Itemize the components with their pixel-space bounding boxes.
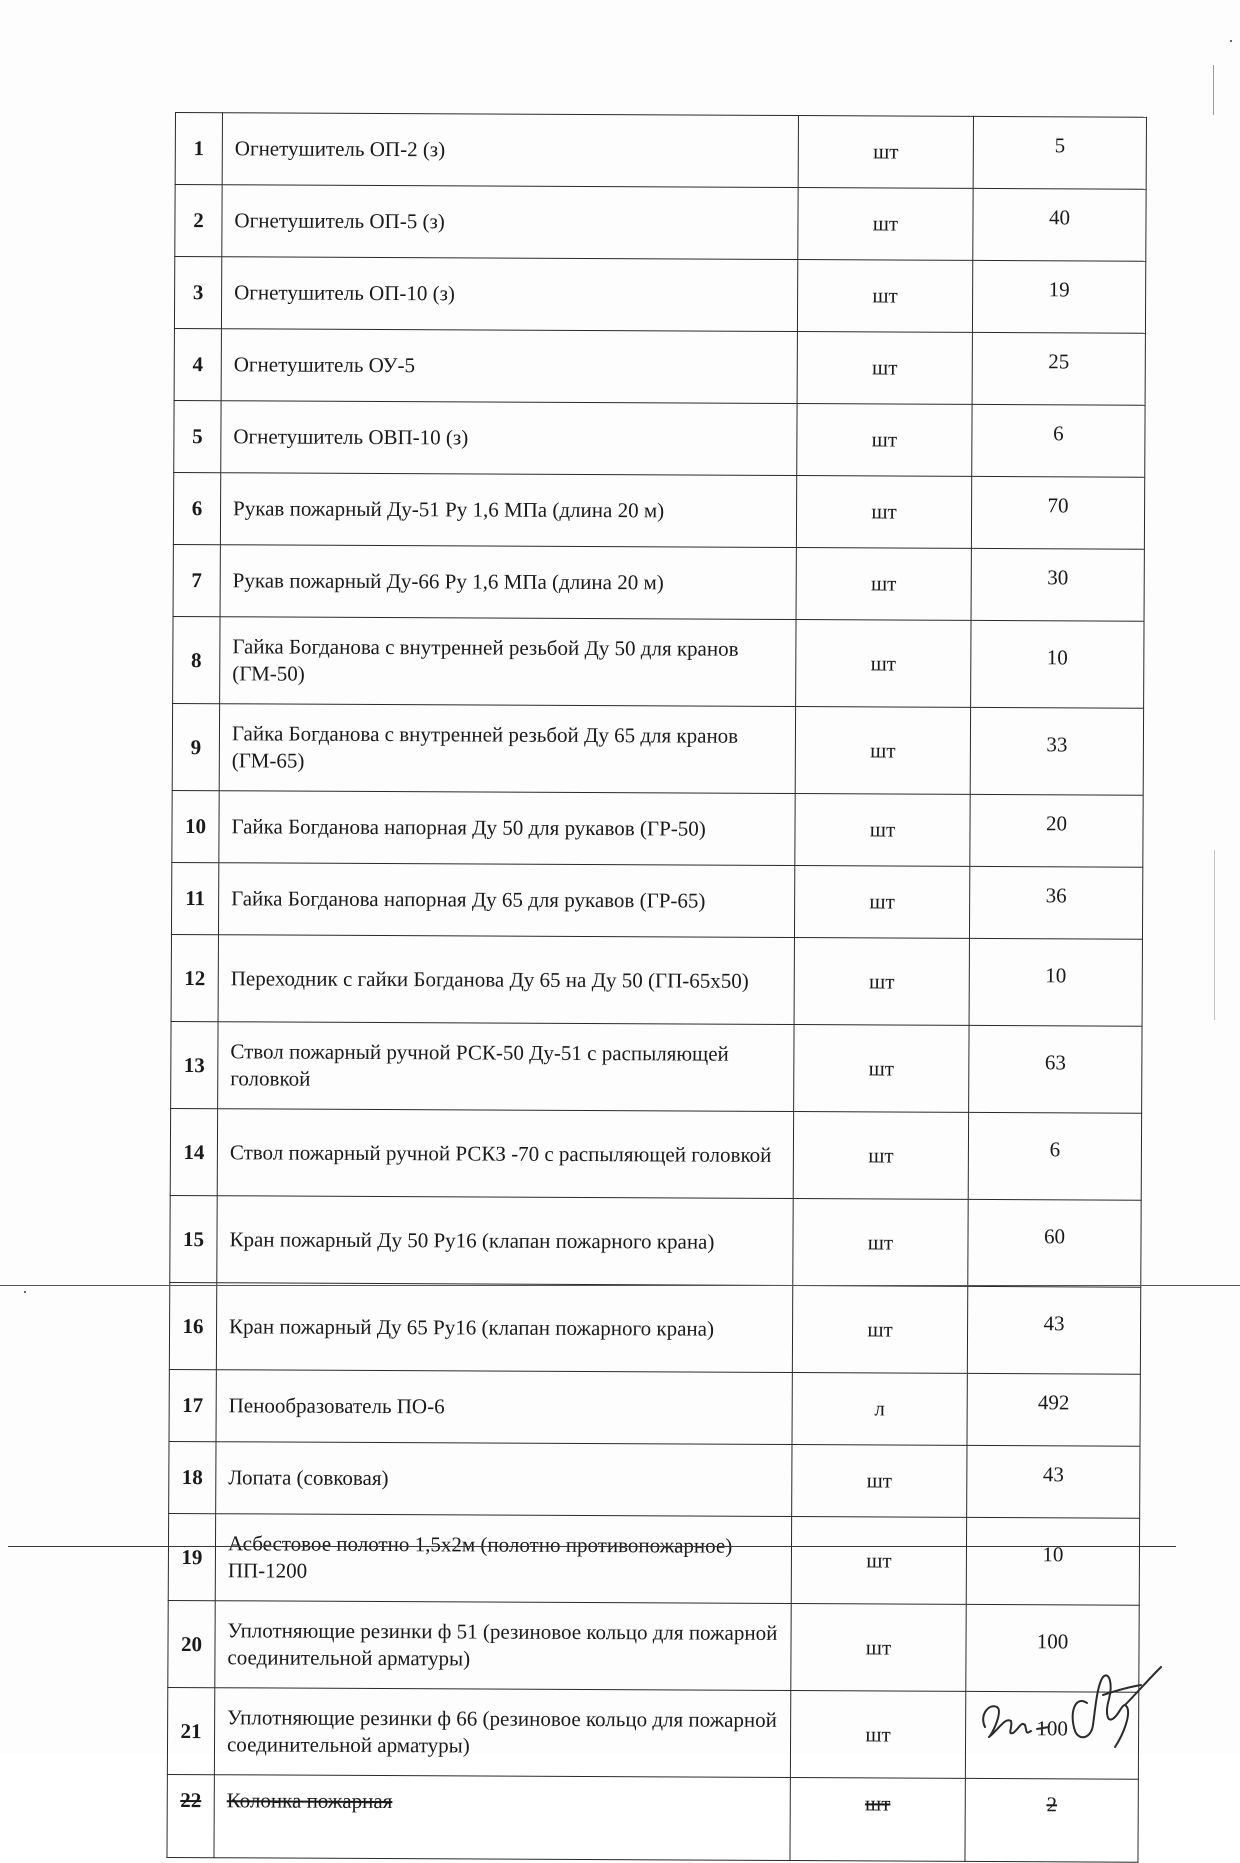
- row-number: 21: [167, 1687, 214, 1774]
- scan-speck: [1230, 40, 1232, 42]
- row-number: 13: [171, 1021, 218, 1108]
- item-name: Переходник с гайки Богданова Ду 65 на Ду 50 (ГП-65х50): [218, 935, 794, 1025]
- item-name: Уплотняющие резинки ф 66 (резиновое кольцо для пожарной соединительной арматуры): [214, 1688, 790, 1778]
- item-name: Пенообразователь ПО-6: [216, 1370, 792, 1445]
- item-name: Огнетушитель ОП-2 (з): [222, 113, 798, 188]
- table-row: [174, 257, 1145, 334]
- item-name: Кран пожарный Ду 65 Ру16 (клапан пожарного крана): [216, 1283, 792, 1373]
- item-unit: шт: [796, 620, 971, 708]
- item-unit: шт: [797, 404, 972, 477]
- item-name: Огнетушитель ОП-5 (з): [222, 185, 798, 260]
- scan-line-upper: [0, 1285, 1240, 1286]
- table-row: [172, 790, 1143, 867]
- item-quantity: 100: [965, 1691, 1138, 1779]
- item-name: Уплотняющие резинки ф 51 (резиновое кольцо для пожарной соединительной арматуры): [215, 1601, 791, 1691]
- item-unit: шт: [794, 1025, 969, 1113]
- item-unit: шт: [798, 188, 973, 261]
- table-row: [175, 113, 1146, 190]
- item-quantity: 43: [967, 1445, 1140, 1518]
- table-row: [171, 862, 1142, 939]
- row-number: 15: [170, 1195, 217, 1282]
- item-unit: шт: [794, 866, 969, 939]
- item-unit: шт: [795, 707, 970, 795]
- item-name: Гайка Богданова с внутренней резьбой Ду 50 для кранов (ГМ-50): [220, 617, 796, 707]
- item-quantity: 60: [968, 1199, 1141, 1287]
- inventory-table: [166, 112, 1147, 1863]
- table-row: [170, 1195, 1141, 1287]
- item-quantity: 10: [971, 620, 1144, 708]
- item-quantity: 6: [972, 404, 1145, 477]
- row-number: 9: [172, 703, 219, 790]
- item-name: Лопата (совковая): [216, 1442, 792, 1517]
- row-number: 11: [171, 862, 218, 934]
- table-row: [174, 328, 1145, 405]
- item-name: Гайка Богданова с внутренней резьбой Ду 65 для кранов (ГМ-65): [219, 704, 795, 794]
- row-number: 4: [174, 328, 221, 400]
- item-quantity: 25: [972, 332, 1145, 405]
- item-unit-text: шт: [864, 1791, 891, 1816]
- item-name: Асбестовое полотно 1,5х2м (полотно противопожарное) ПП-1200: [215, 1514, 791, 1604]
- item-quantity: 30: [971, 548, 1144, 621]
- table-row: [170, 1108, 1141, 1200]
- table-row: [169, 1441, 1140, 1518]
- item-quantity: [965, 1778, 1138, 1862]
- item-name: [214, 1775, 790, 1861]
- table-row: [175, 185, 1146, 262]
- scan-line-lower: [8, 1546, 1176, 1547]
- item-name-text: Колонка пожарная: [226, 1788, 393, 1814]
- table-row: [172, 703, 1143, 795]
- row-number: 19: [168, 1513, 215, 1600]
- table-row: [169, 1282, 1140, 1374]
- table-row-struck: [167, 1774, 1138, 1862]
- table-row: [173, 616, 1144, 708]
- item-quantity: 10: [966, 1517, 1139, 1605]
- item-quantity: 19: [972, 260, 1145, 333]
- item-unit: шт: [793, 1199, 968, 1287]
- item-quantity: 10: [969, 938, 1142, 1026]
- item-unit: шт: [792, 1445, 967, 1518]
- item-unit: л: [792, 1373, 967, 1446]
- item-quantity: 33: [970, 707, 1143, 795]
- row-number: 2: [175, 185, 222, 257]
- item-unit: [790, 1778, 965, 1862]
- item-name: Рукав пожарный Ду-66 Ру 1,6 МПа (длина 20 м): [220, 545, 796, 620]
- item-name: Огнетушитель ОУ-5: [221, 329, 797, 404]
- table-row: [168, 1513, 1139, 1605]
- row-number: [167, 1774, 214, 1857]
- item-name: Рукав пожарный Ду-51 Ру 1,6 МПа (длина 20 м): [220, 473, 796, 548]
- item-quantity: 100: [966, 1604, 1139, 1692]
- item-quantity: 40: [973, 188, 1146, 261]
- item-name: Гайка Богданова напорная Ду 50 для рукавов (ГР-50): [219, 791, 795, 866]
- row-number-text: 22: [180, 1788, 202, 1813]
- row-number: 8: [173, 616, 220, 703]
- item-quantity: 20: [970, 794, 1143, 867]
- table-row: [173, 544, 1144, 621]
- item-name: Кран пожарный Ду 50 Ру16 (клапан пожарного крана): [217, 1196, 793, 1286]
- item-unit: шт: [798, 116, 973, 189]
- handwritten-signatures: [975, 1655, 1190, 1750]
- row-number: 5: [174, 400, 221, 472]
- item-name: Гайка Богданова напорная Ду 65 для рукавов (ГР-65): [218, 863, 794, 938]
- row-number: 3: [174, 257, 221, 329]
- item-quantity: 70: [971, 476, 1144, 549]
- item-quantity-text: 2: [1046, 1792, 1058, 1817]
- item-unit: шт: [791, 1517, 966, 1605]
- item-quantity: 5: [973, 116, 1146, 189]
- item-unit: шт: [797, 332, 972, 405]
- row-number: 1: [175, 113, 222, 185]
- item-name: Ствол пожарный ручной РСКЗ -70 с распыляющей головкой: [217, 1109, 793, 1199]
- item-name: Огнетушитель ОП-10 (з): [221, 257, 797, 332]
- table-row: [173, 472, 1144, 549]
- item-quantity: 492: [967, 1373, 1140, 1446]
- row-number: 20: [168, 1600, 215, 1687]
- item-unit: шт: [796, 476, 971, 549]
- row-number: 10: [172, 790, 219, 862]
- table-row: [171, 934, 1142, 1026]
- item-unit: шт: [796, 548, 971, 621]
- item-unit: шт: [797, 260, 972, 333]
- row-number: 18: [169, 1441, 216, 1513]
- table-row: [171, 1021, 1142, 1113]
- item-name: Огнетушитель ОВП-10 (з): [221, 401, 797, 476]
- row-number: 12: [171, 934, 218, 1021]
- item-name: Ствол пожарный ручной РСК-50 Ду-51 с распыляющей головкой: [218, 1022, 794, 1112]
- item-unit: шт: [790, 1691, 965, 1779]
- item-quantity: 36: [969, 866, 1142, 939]
- row-number: 7: [173, 544, 220, 616]
- scan-mark-right: [1214, 850, 1215, 1020]
- table-row: [174, 400, 1145, 477]
- row-number: 16: [169, 1282, 216, 1369]
- item-quantity: 6: [968, 1112, 1141, 1200]
- item-unit: шт: [793, 1112, 968, 1200]
- item-unit: шт: [794, 938, 969, 1026]
- row-number: 17: [169, 1369, 216, 1441]
- item-quantity: 63: [969, 1025, 1142, 1113]
- row-number: 14: [170, 1108, 217, 1195]
- item-unit: шт: [791, 1604, 966, 1692]
- item-unit: шт: [792, 1286, 967, 1374]
- row-number: 6: [173, 472, 220, 544]
- scan-mark-right: [1213, 65, 1214, 115]
- table-row: [169, 1369, 1140, 1446]
- scan-speck: [24, 1291, 26, 1293]
- item-unit: шт: [795, 794, 970, 867]
- item-quantity: 43: [967, 1286, 1140, 1374]
